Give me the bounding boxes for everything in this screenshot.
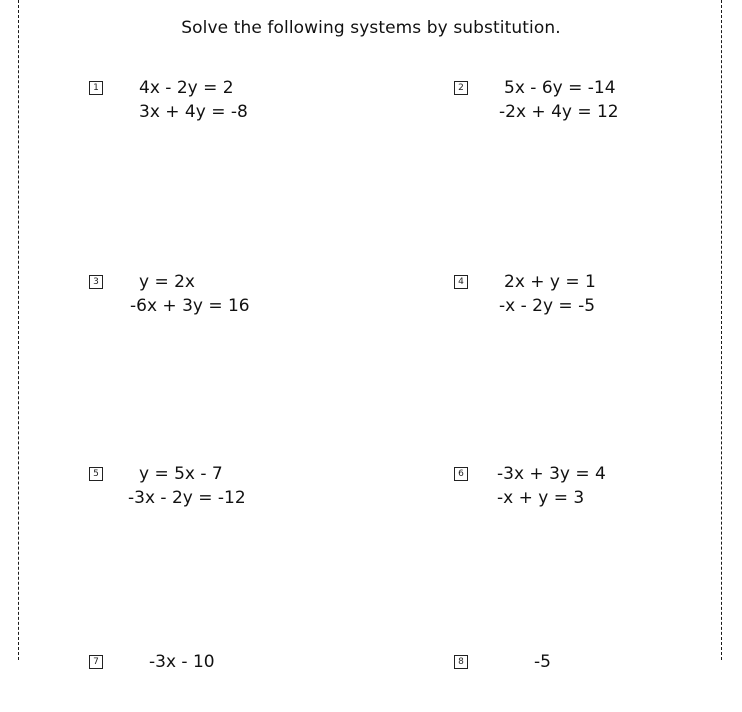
problem-4 (454, 272, 714, 332)
equation-1: y = 5x - 7 (139, 464, 223, 484)
problem-number-box: 7 (89, 655, 103, 669)
problem-6 (454, 464, 714, 524)
problem-number-box: 3 (89, 275, 103, 289)
problem-5 (89, 464, 349, 524)
equation-1: y = 2x (139, 272, 195, 292)
problem-number-box: 2 (454, 81, 468, 95)
equation-1: -3x + 3y = 4 (497, 464, 606, 484)
equation-2: -3x - 2y = -12 (128, 488, 246, 508)
problem-2 (454, 78, 714, 138)
problem-number-box: 1 (89, 81, 103, 95)
problem-number-box: 8 (454, 655, 468, 669)
equation-1: 5x - 6y = -14 (504, 78, 616, 98)
problem-8 (454, 652, 714, 712)
equation-2: -6x + 3y = 16 (130, 296, 250, 316)
problem-1 (89, 78, 349, 138)
equation-2: -x + y = 3 (497, 488, 585, 508)
problem-3 (89, 272, 349, 332)
left-cut-line (18, 0, 19, 660)
instructions-heading: Solve the following systems by substitution. (181, 18, 561, 38)
problem-number-box: 5 (89, 467, 103, 481)
problem-7 (89, 652, 349, 712)
right-cut-line (721, 0, 722, 660)
equation-1: 4x - 2y = 2 (139, 78, 234, 98)
problem-number-box: 6 (454, 467, 468, 481)
equation-2: 3x + 4y = -8 (139, 102, 248, 122)
equation-1: 2x + y = 1 (504, 272, 596, 292)
problem-number-box: 4 (454, 275, 468, 289)
equation-2: -x - 2y = -5 (499, 296, 596, 316)
equation-2: -2x + 4y = 12 (499, 102, 619, 122)
equation-1: -5 (534, 652, 551, 672)
equation-1: -3x - 10 (149, 652, 215, 672)
